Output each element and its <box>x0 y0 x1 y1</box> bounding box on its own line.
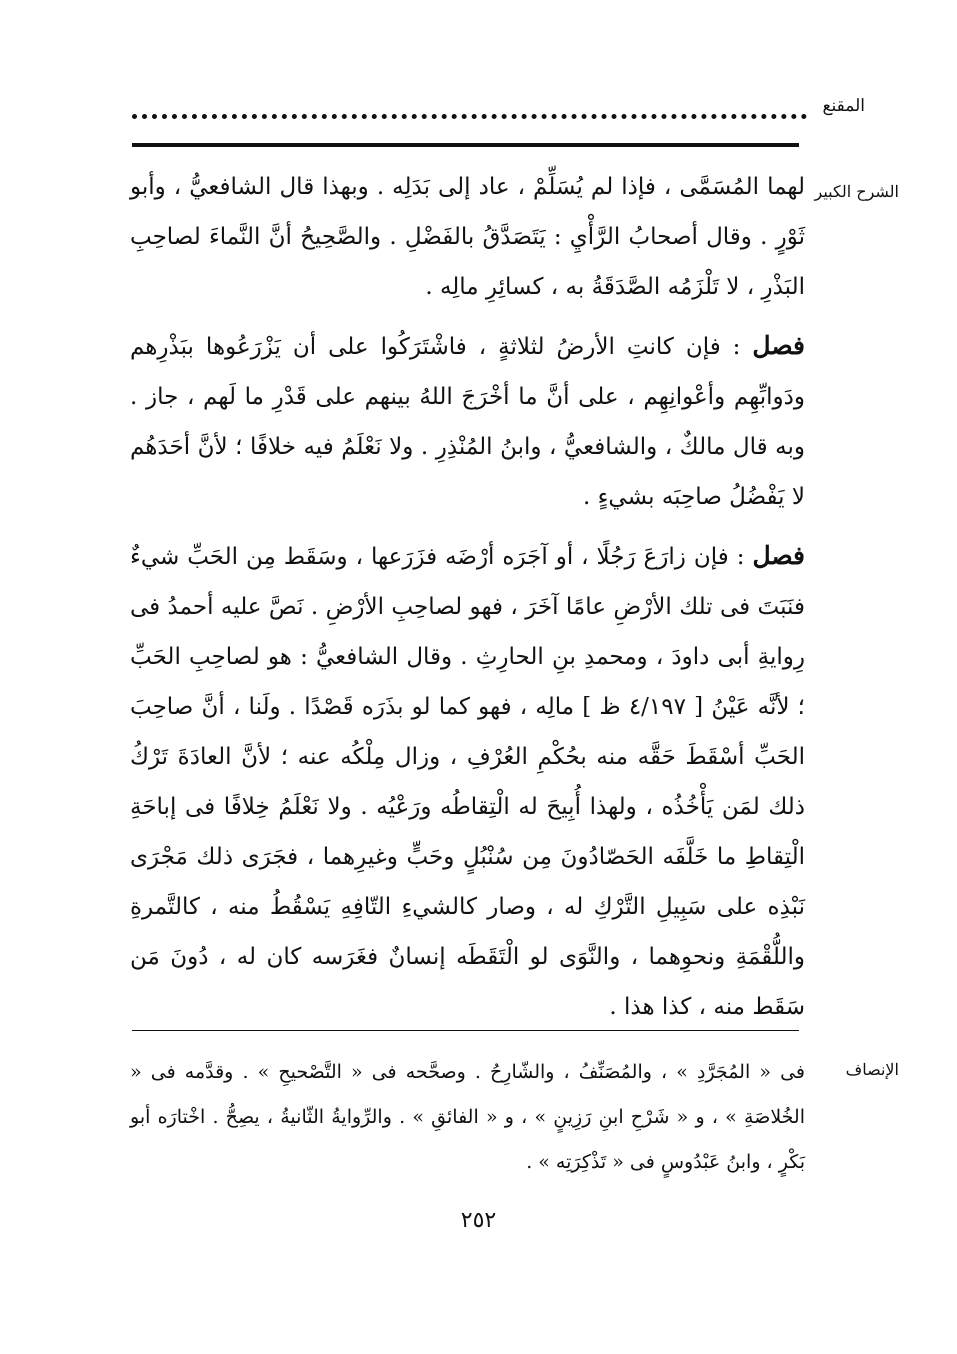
running-header-title: المقنع <box>822 96 865 116</box>
header-dotted-leader <box>132 104 807 119</box>
paragraph-2 <box>130 321 805 522</box>
footnote-separator-rule <box>132 1030 799 1031</box>
paragraph-2-body: : فإن كانتِ الأرضُ لثلاثةٍ ، فاشْتَرَكُوا على أن يَزْرَعُوها ببَذْرِهم ودَوابِّهِم وأعْوانِهِم ، على أنَّ ما أخْرَجَ اللهُ بينهم على قَدْرِ ما لَهم ، جاز . وبه قال مالكٌ ، والشافعيُّ ، وابنُ المُنْذِرِ . ولا نَعْلَمُ فيه خلافًا ؛ لأنَّ أحَدَهُم لا يَفْضُلُ صاحِبَه بشيءٍ . <box>130 334 805 510</box>
paragraph-3-heading: فصل <box>752 541 806 570</box>
header-rule <box>132 143 799 147</box>
page-number: ٢٥٢ <box>460 1208 497 1233</box>
main-commentary-text <box>130 162 805 1041</box>
section-label-sharh: الشرح الكبير <box>814 182 899 201</box>
insaf-text-block <box>130 1050 805 1185</box>
paragraph-1-body: لهما المُسَمَّى ، فإذا لم يُسَلِّمْ ، عاد إلى بَدَلِه . وبهذا قال الشافعيُّ ، وأبو ثَوْرٍ . وقال أصحابُ الرَّأْيِ : يَتَصَدَّقُ بالفَضْلِ . والصَّحِيحُ أنَّ النَّماءَ لصاحِبِ البَذْرِ ، لا تَلْزَمُه الصَّدَقَةُ به ، كسائِرِ مالِه . <box>130 174 805 300</box>
paragraph-3-body: : فإن زارَعَ رَجُلًا ، أو آجَرَه أرْضَه فزَرَعها ، وسَقَط مِن الحَبِّ شيءٌ فنَبَتَ فى تلك الأرْضِ عامًا آخَرَ ، فهو لصاحِبِ الأرْضِ . نَصَّ عليه أحمدُ فى رِوايةِ أبى داودَ ، ومحمدِ بنِ الحارِثِ . وقال الشافعيُّ : هو لصاحِبِ الحَبِّ ؛ لأنَّه عَيْنُ [ ٤/١٩٧ ظ ] مالِه ، فهو كما لو بذَرَه قَصْدًا . ولَنا ، أنَّ صاحِبَ الحَبِّ أسْقَطَ حَقَّه منه بحُكْمِ العُرْفِ ، وزال مِلْكُه عنه ؛ لأنَّ العادَةَ تَرْكُ ذلك لمَن يَأْخُذُه ، ولهذا أُبِيحَ له الْتِقاطُه ورَعْيُه . ولا نَعْلَمُ خِلافًا فى إباحَةِ الْتِقاطِ ما خَلَّفَه الحَصّادُونَ مِن سُنْبُلٍ وحَبٍّ وغيرِهما ، فجَرَى ذلك مَجْرَى نَبْذِه على سَبِيلِ التَّرْكِ له ، وصار كالشيءِ التّافِهِ يَسْقُطُ منه ، كالتَّمرةِ واللُّقْمَةِ ونحوِهما ، والنَّوَى لو الْتَقَطَه إنسانٌ فغَرَسه كان له ، دُونَ مَن سَقَط منه ، كذا هذا . <box>130 544 805 1020</box>
paragraph-1 <box>130 162 805 312</box>
insaf-paragraph: فى « المُجَرَّدِ » ، والمُصَنِّفُ ، والشّارِحُ . وصحَّحه فى « التَّصْحيحِ » . وقدَّمه فى « الخُلاصَةِ » ، و « شَرْحِ ابنِ رَزِينٍ » ، و « الفائقِ » . والرِّوايةُ الثّانيةُ ، يصِحُّ . اخْتارَه أبو بَكْرٍ ، وابنُ عَبْدُوسٍ فى « تَذْكِرَتِه » . <box>130 1061 805 1173</box>
paragraph-2-heading: فصل <box>752 331 805 360</box>
section-label-insaf: الإنصاف <box>845 1060 899 1079</box>
paragraph-3 <box>130 531 805 1032</box>
